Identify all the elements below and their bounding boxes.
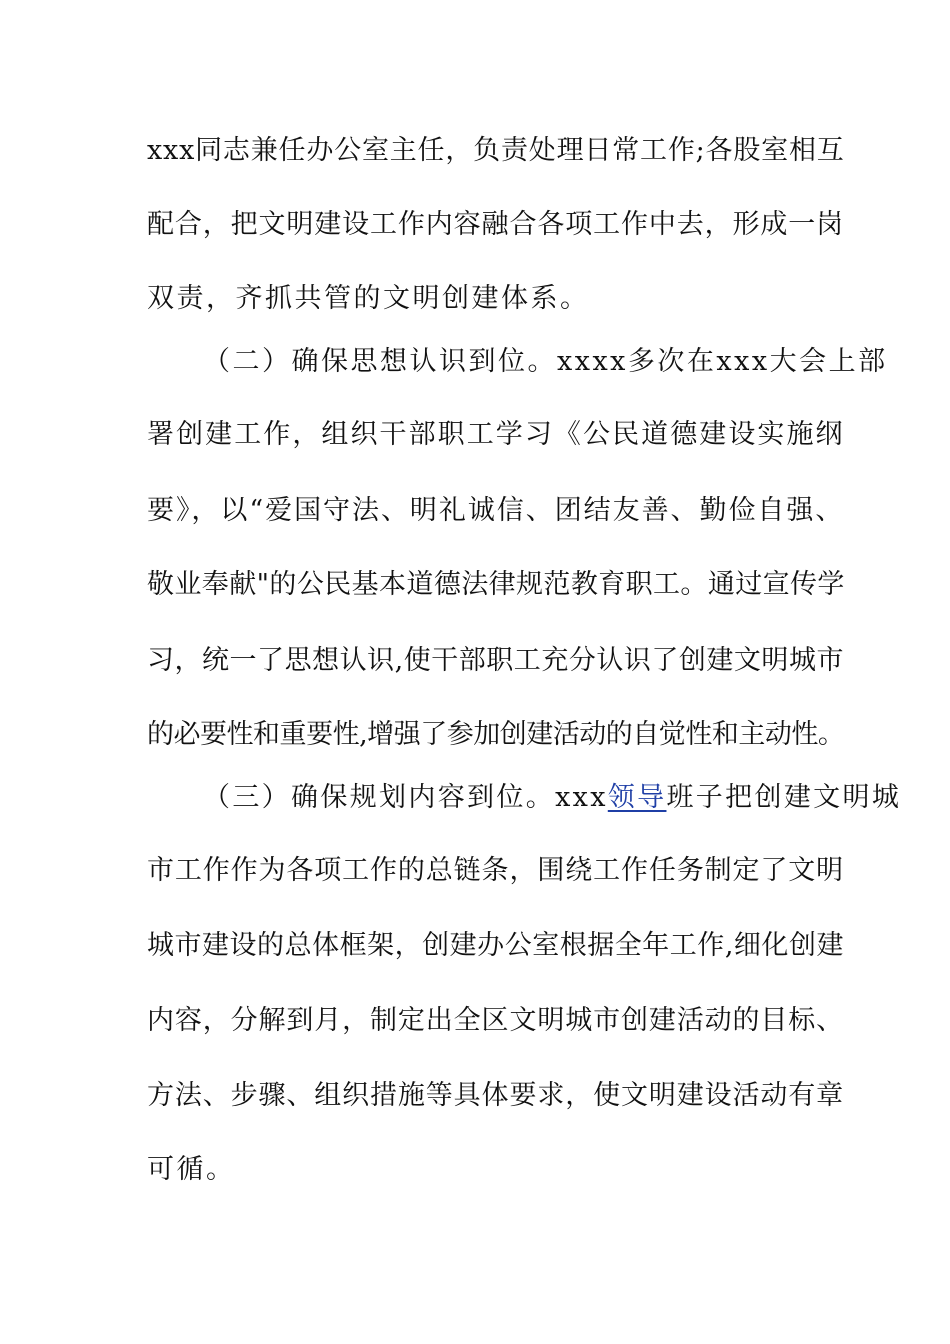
paragraph-2-line-6: 的必要性和重要性,增强了参加创建活动的自觉性和主动性。 xyxy=(147,719,845,750)
paragraph-3-line-2: 市工作作为各项工作的总链条，围绕工作任务制定了文明 xyxy=(147,855,844,886)
paragraph-1-line-3: 双责，齐抓共管的文明创建体系。 xyxy=(147,283,590,314)
paragraph-2-line-4: 敬业奉献"的公民基本道德法律规范教育职工。通过宣传学 xyxy=(147,569,845,600)
paragraph-3-line-3: 城市建设的总体框架，创建办公室根据全年工作,细化创建 xyxy=(147,930,844,961)
paragraph-3-line-5: 方法、步骤、组织措施等具体要求，使文明建设活动有章 xyxy=(147,1080,844,1111)
paragraph-1-line-1: xxx同志兼任办公室主任，负责处理日常工作;各股室相互 xyxy=(147,135,845,166)
paragraph-2-line-2: 署创建工作，组织干部职工学习《公民道德建设实施纲 xyxy=(147,419,845,450)
leadership-link[interactable]: 领导 xyxy=(607,782,667,813)
paragraph-3-line-4: 内容，分解到月，制定出全区文明城市创建活动的目标、 xyxy=(147,1005,844,1036)
paragraph-3-line-6: 可循。 xyxy=(147,1154,236,1185)
paragraph-3-line-1-prefix: （三）确保规划内容到位。xxx xyxy=(203,782,608,813)
paragraph-2-line-3: 要》，以“爱国守法、明礼诚信、团结友善、勤俭自强、 xyxy=(147,495,845,526)
paragraph-2-line-1: （二）确保思想认识到位。xxxx多次在xxx大会上部 xyxy=(203,346,888,377)
paragraph-2-line-5: 习，统一了思想认识,使干部职工充分认识了创建文明城市 xyxy=(147,645,844,676)
paragraph-3-line-1 xyxy=(203,778,903,818)
paragraph-3-line-1-suffix: 班子把创建文明城 xyxy=(666,782,902,813)
paragraph-1-line-2: 配合，把文明建设工作内容融合各项工作中去，形成一岗 xyxy=(147,209,844,240)
